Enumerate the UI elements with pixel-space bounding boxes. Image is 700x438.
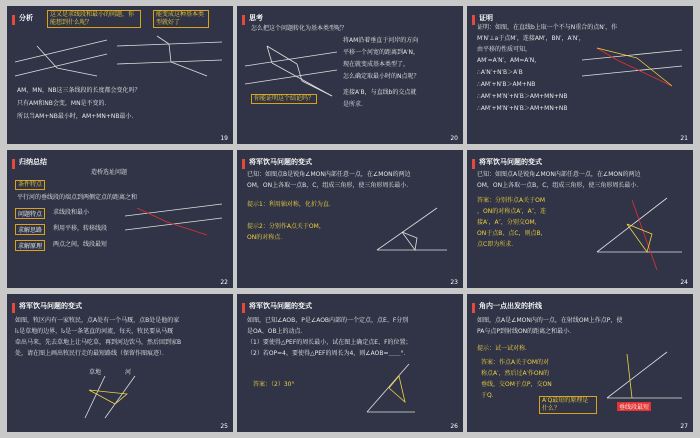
slide-number: 26 [450,423,458,430]
diagram-label: 草地 [89,369,102,376]
slide-25[interactable] [7,294,233,432]
text-line: （2）若OP=4，要使得△PEF的周长为4，则∠AOB=＿＿°． [247,350,410,357]
text-line: 现在就变成基本类型了， [343,61,410,68]
text-line: 所以当AM+NB最小时，AM+MN+NB最小． [17,113,138,120]
question-box: A′Q最短的原理是什么？ [539,396,597,414]
slide-number: 20 [450,135,458,142]
text-line: 证明：如图，在直线b上取一个不与N重合的点N′，作 [477,24,618,31]
answer-text: 称点A′，然后过A′作ON的 [481,370,550,377]
slide-title: 分析 [19,14,33,22]
text-line: 将AM沿着垂直于河岸的方向 [343,37,419,44]
text-line: ∴A′N′+N′B＞A′B [477,69,523,76]
text-line: 已知：如图点B是锐角∠MON内部任意一点，在∠MON的两边 [247,171,411,178]
slide-number: 24 [680,279,688,286]
perpendicular-diagram [467,294,693,432]
answer-text: 垂线，交OM于点P，交ON [481,381,552,388]
slide-20[interactable] [237,6,463,144]
slide-number: 25 [220,423,228,430]
text-line: ∴AM′+N′B＞AM+NB [477,81,536,88]
slide-number: 22 [220,279,228,286]
text-line: AM′=A′N′，AM=A′N， [477,57,541,64]
hint-text: 提示：试一试对称． [477,345,532,352]
answer-text: 点C即为所求． [477,241,518,248]
approach-box: 求解思路 [15,224,45,235]
triangle-diagram [237,294,463,432]
text-line: 是OA、OB上的动点． [247,328,307,335]
question-text: 怎么把这个问题转化为基本类型呢？ [251,25,348,32]
hint-text: 提示2：分别作A点关于OM， [247,223,325,230]
problem-box: 问题特点 [15,208,45,219]
slide-number: 23 [450,279,458,286]
text-line: ∴AM′+M′N′+N′B＞AM+MN+NB [477,105,568,112]
text-line: 利用平移，转移线段 [53,225,108,232]
text-line: 连接A′B，与直线b的交点就 [343,89,417,96]
answer-text: 答案：（2）30° [253,381,295,388]
slide-22[interactable] [7,150,233,288]
text-line: 牵出马来，先去草地上让马吃草，再到河边饮马，然后回到家B [15,339,182,346]
slide-title: 归纳总结 [19,158,47,166]
text-line: 如图，已知∠AOB，P是∠AOB内部的一个定点，点E、F分别 [247,317,409,324]
answer-text: ，ON的对称点A′，A″，连 [477,208,547,215]
slide-number: 21 [680,135,688,142]
text-line: （1）要使得△PEF的周长最小，试在图上确定点E、F的位置； [247,339,412,346]
text-line: l₁是草地的边界，l₂是一条笔直的河流，每天，牧民要从马厩 [15,328,174,335]
text-line: OM，ON上各取一点B，C，组成三角形，使三角形周长最小． [247,182,413,189]
slide-19[interactable] [7,6,233,144]
text-line: 两点之间，线段最短 [53,241,108,248]
text-line: 是所求． [343,101,368,108]
text-line: 求线段和最小 [53,209,90,216]
text-line: 平移一个河宽的距离到A′N， [343,49,419,56]
answer-badge: 垂线段最短 [619,404,650,411]
text-line: ∴AM′+M′N′+N′B＞AM+MN+NB [477,93,568,100]
subtitle: 造桥选址问题 [91,169,128,176]
text-line: 处，请在图上画出牧民行走的最短路线（保留作图痕迹）． [15,350,169,357]
slide-21[interactable] [467,6,693,144]
slide-title: 将军饮马问题的变式 [479,158,542,166]
answer-text: ON于点B、点C，则点B， [477,230,547,237]
text-line: 怎么确定取最小时的N点呢？ [343,73,420,80]
text-line: 平行河的垂线段的端点到两侧定点的距离之和 [17,194,138,201]
slide-title: 将军饮马问题的变式 [249,302,312,310]
text-line: OM，ON上各取一点B，C，组成三角形，使三角形周长最小． [477,182,643,189]
text-line: 已知：如图点A是锐角∠MON内部任意一点，在∠MON的两边 [477,171,641,178]
text-line: 如图，牧区内有一家牧民，点A处有一个马厩，点B处是他的家 [15,317,180,324]
text-line: 只有AM和NB会变，MN是不变的． [17,100,111,107]
pasture-diagram [7,294,233,432]
summary-diagram [7,150,233,288]
slide-23[interactable] [237,150,463,288]
text-line: M′N′⊥a于点M′，连接AM′，BN′，A′N′， [477,35,585,42]
answer-text: 答案：作点A关于OM的对 [481,359,550,366]
text-line: PA与点P到射线ON的距离之和最小． [477,328,576,335]
question-box: 这又是求线段和最小的问题，你能想到什么呢？ [47,10,141,28]
diagram-label: 河 [125,369,132,376]
hint-box: 能变成这种基本类型就好了 [153,10,209,28]
question-box: 你能证明这个结论吗？ [251,94,317,104]
slide-number: 19 [220,135,228,142]
slide-number: 27 [680,423,688,430]
bridge-diagram [7,6,233,144]
answer-text: 答案：分别作点A关于OM [477,197,546,204]
slide-title: 将军饮马问题的变式 [249,158,312,166]
answer-text: 于Q． [481,392,498,399]
angle-diagram [237,150,463,288]
slide-title: 思考 [249,14,263,22]
reflection-diagram [467,150,693,288]
text-line: AM，MN，NB这三条线段的长度都会变化吗？ [17,87,141,94]
slide-title: 证明 [479,14,493,22]
slide-27[interactable] [467,294,693,432]
text-line: 由平移的性质可知， [477,46,532,53]
hint-text: 提示1：利用轴对称，化折为直． [247,201,335,208]
slide-title: 角内一点出发的折线 [479,302,542,310]
principle-box: 求解原理 [15,240,45,251]
condition-box: 条件特点 [15,180,45,190]
slide-title: 将军饮马问题的变式 [19,302,82,310]
slide-24[interactable] [467,150,693,288]
slide-26[interactable] [237,294,463,432]
answer-text: 接A′，A″，分别交OM， [477,219,541,226]
hint-text: ON的对称点． [247,234,287,241]
text-line: 如图，点A是∠MON内的一点，在射线OM上作点P，使 [477,317,623,324]
